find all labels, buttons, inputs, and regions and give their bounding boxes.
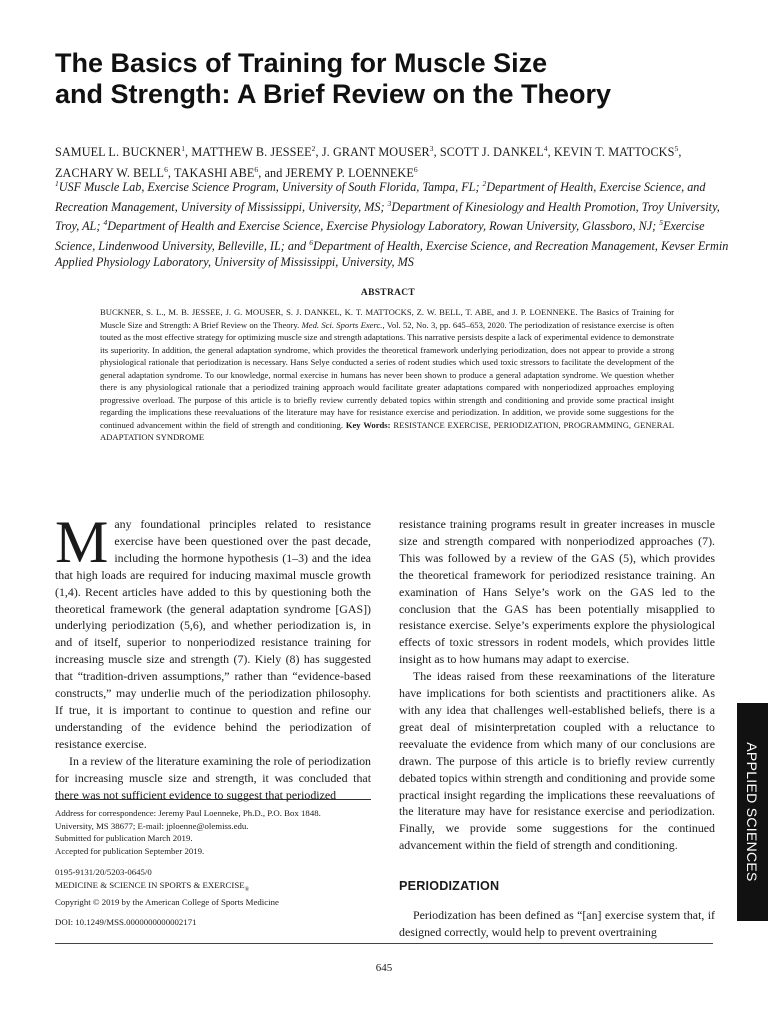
author-separator: ,	[315, 145, 322, 160]
keywords: RESISTANCE EXERCISE, PERIODIZATION, PROGRAMMING, GENERAL ADAPTATION SYNDROME	[100, 419, 674, 442]
author-affiliation-number: 6	[254, 165, 259, 175]
copyright: Copyright © 2019 by the American College of Sports Medicine	[55, 896, 279, 907]
author-affiliation-number: 6	[164, 165, 168, 175]
affiliation-number: 6	[309, 237, 313, 247]
author-affiliation-number: 4	[543, 144, 548, 153]
section-heading: PERIODIZATION	[399, 879, 500, 894]
affiliation-text: Department of Health and Exercise Science, Exercise Physiology Laboratory, Rowan University, Glassboro, NJ;	[107, 219, 660, 234]
body-paragraph-continued: resistance training programs result in greater increases in muscle size and strength compared with nonperiodized approaches (7). This was followed by a review of the GAS (5), which provides the theoretical framework for periodized resistance training. An examination of Hans Selye’s work on the GAS led to the conclusion that the GAS has been potentially misapplied to resistance exercise. Selye’s experiments explore the physiological effects of toxic stressors in rodent models, which provides little insight as to how humans may adapt to exercise.	[399, 517, 715, 667]
correspondence-line: University, MS 38677; E-mail: jploenne@olemiss.edu.	[55, 820, 249, 831]
author-separator: ,	[167, 166, 174, 181]
author-affiliation-number: 5	[674, 144, 679, 153]
affiliation-text: USF Muscle Lab, Exercise Science Program, University of South Florida, Tampa, FL;	[58, 180, 483, 195]
article-title	[55, 48, 695, 110]
affiliation-number: 5	[659, 218, 663, 228]
abstract-journal: Med. Sci. Sports Exerc.	[301, 319, 383, 330]
abstract-citation-suffix: , Vol. 52, No. 3, pp. 645–653, 2020.	[382, 319, 509, 330]
body-paragraph: The ideas raised from these reexaminations of the literature have implications for both scientists and practitioners alike. As with any idea that challenges well-established beliefs, there is a great deal of misinterpretation coupled with a reluctance to reevaluate the evidence from which many of our conclusions are drawn. The purpose of this article is to briefly review currently debated topics within strength and conditioning and provide some practical insight regarding the implications these reevaluations of the literature may have for resistance exercise and periodization. Finally, we provide some suggestions for the continued advancement within the field of strength and conditioning.	[399, 669, 715, 853]
journal-name: MEDICINE & SCIENCE IN SPORTS & EXERCISE	[55, 879, 245, 890]
submitted-date: Submitted for publication March 2019.	[55, 833, 193, 844]
affiliation-number: 4	[103, 218, 108, 228]
author-separator: , and	[258, 166, 286, 181]
keywords-label: Key Words:	[345, 419, 391, 430]
page-number: 645	[375, 962, 393, 974]
author-separator: ,	[678, 145, 682, 160]
affiliation-text: Exercise Science, Lindenwood University, Belleville, IL; and	[55, 219, 705, 253]
author-affiliation-number: 6	[413, 165, 418, 175]
author-separator: ,	[433, 145, 440, 160]
registered-mark: ®	[244, 886, 250, 893]
author-name: TAKASHI ABE	[174, 166, 255, 181]
footer-divider	[55, 943, 713, 944]
affiliation-number: 3	[387, 198, 392, 208]
affiliation-number: 2	[482, 179, 487, 188]
intro-text: any foundational principles related to resistance exercise have been questioned over the past decade, including the hormone hypothesis (1–3) and the idea that high loads are required for inducing maximal muscle growth (1,4). Recent articles have added to this by questioning both the theoretical framework (the general adaptation syndrome [GAS]) underlying periodization (5,6), and whether periodization is, in and of itself, superior to nonperiodized resistance training for increasing muscle size and strength (7). Kiely (8) has suggested that “tradition-driven assumptions,” rather than “evidence-based constructs,” may underlie much of the periodization philosophy. If true, it is important to continue to question and refine our understanding of the evidence behind the periodization of resistance exercise.	[55, 517, 371, 751]
author-name: KEVIN T. MATTOCKS	[553, 145, 675, 160]
right-column	[399, 516, 715, 941]
periodization-paragraph: Periodization has been defined as “[an] exercise system that, if designed correctly, would help to prevent overtraining	[399, 908, 715, 939]
author-name: SAMUEL L. BUCKNER	[55, 145, 182, 160]
abstract-heading: ABSTRACT	[360, 288, 416, 298]
intro-paragraph-2: In a review of the literature examining the role of periodization for increasing muscle size and strength, it was concluded that there was not sufficient evidence to suggest that periodized	[55, 753, 371, 802]
author-separator: ,	[185, 145, 192, 160]
affiliation-number: 1	[55, 179, 59, 188]
section-side-tab	[737, 703, 768, 921]
abstract-citation: BUCKNER, S. L., M. B. JESSEE, J. G. MOUSER, S. J. DANKEL, K. T. MATTOCKS, Z. W. BELL, T. ABE, and J. P. LOENNEKE. The Basics of Training for Muscle Size and Strength: A Brief Review on the Theory.	[100, 307, 674, 330]
side-tab-label: APPLIED SCIENCES	[744, 742, 760, 882]
title-line-2: and Strength: A Brief Review on the Theory	[55, 79, 612, 109]
abstract	[100, 306, 674, 444]
publication-info	[55, 866, 371, 928]
left-column	[55, 509, 371, 803]
author-affiliation-number: 2	[311, 144, 316, 153]
correspondence-line: Address for correspondence: Jeremy Paul Loenneke, Ph.D., P.O. Box 1848.	[55, 808, 321, 818]
affiliation-text: Department of Kinesiology and Health Promotion, Troy University, Troy, AL;	[55, 199, 720, 234]
intro-paragraph-1	[55, 509, 371, 753]
author-name: MATTHEW B. JESSEE	[191, 145, 312, 160]
abstract-text: The periodization of resistance exercise is often touted as the most effective strategy for optimizing muscle size and strength adaptations. This narrative persists despite a lack of experimental evidence to demonstrate its superiority. In addition, the general adaptation syndrome, which provides the theoretical framework underlying periodization, does not appear to provide a strong physiological rationale that periodization is necessary. Hans Selye conducted a series of rodent studies which used toxic stressors to facilitate the development of the general adaptation syndrome. To our knowledge, normal exercise in humans has never been shown to produce a general adaptation syndrome. We question whether there is any physiological rationale that a periodized training approach would facilitate greater adaptations compared with nonperiodized approaches employing progressive overload. The purpose of this article is to briefly review currently debated topics within strength and conditioning and provide some practical insight regarding the implications these reevaluations of the literature may have for resistance exercise and periodization. In addition, we provide some suggestions for the continued advancement within the field of strength and conditioning.	[100, 319, 674, 430]
author-name: JEREMY P. LOENNEKE	[285, 166, 414, 181]
affiliation-text: Department of Health, Exercise Science, and Recreation Management, Kevser Ermin Applied Physiology Laboratory, University of Mississippi, University, MS	[55, 238, 729, 270]
author-affiliation-number: 1	[181, 144, 186, 153]
correspondence-note	[55, 799, 371, 857]
title-line-1: The Basics of Training for Muscle Size	[55, 48, 548, 78]
author-name: ZACHARY W. BELL	[55, 166, 165, 181]
doi: DOI: 10.1249/MSS.0000000000002171	[55, 916, 197, 927]
author-affiliation-number: 3	[429, 144, 434, 153]
journal-name-line	[55, 879, 371, 896]
issn: 0195-9131/20/5203-0645/0	[55, 867, 152, 877]
affiliations	[55, 176, 735, 271]
author-separator: ,	[547, 145, 554, 160]
affiliation-text: Department of Health, Exercise Science, and Recreation Management, University of Mississippi, University, MS;	[55, 180, 706, 214]
author-name: SCOTT J. DANKEL	[439, 145, 544, 160]
drop-cap: M	[55, 509, 109, 575]
author-name: J. GRANT MOUSER	[321, 145, 430, 160]
accepted-date: Accepted for publication September 2019.	[55, 845, 205, 856]
